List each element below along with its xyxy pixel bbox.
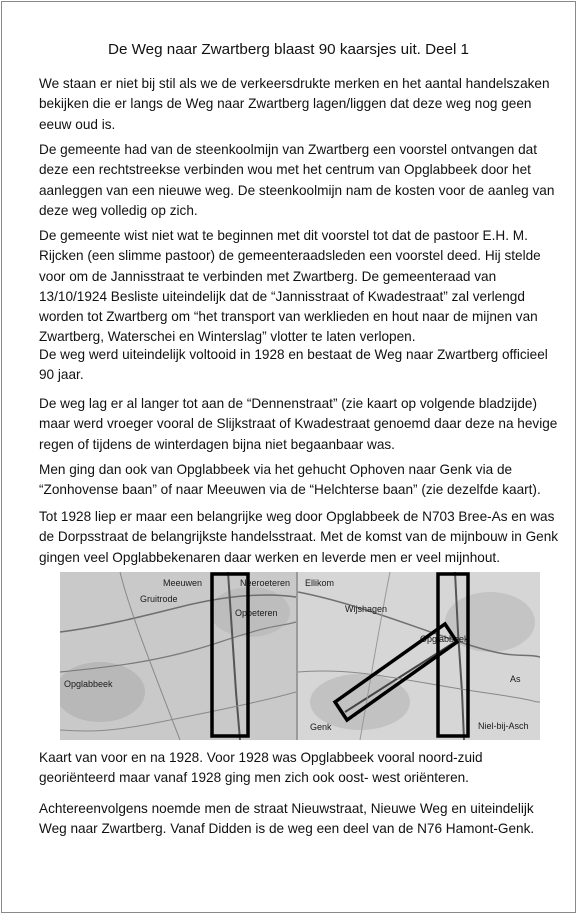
map-label-opglabbeek-left: Opglabbeek [64, 679, 113, 689]
map-label-opoeteren: Opoeteren [235, 608, 278, 618]
map-label-ellikom: Ellikom [305, 578, 335, 588]
document-page [1, 1, 576, 913]
map-label-genk: Genk [310, 722, 332, 732]
map-label-meeuwen: Meeuwen [163, 578, 203, 588]
map-label-as: As [510, 674, 521, 684]
map-drawing [60, 572, 540, 740]
paragraph-5: De weg lag er al langer tot aan de “Dennenstraat” (zie kaart op volgende bladzijde) maar werd vroeger vooral de Slijkstraat of Kwadestraat genoemd daar deze na hevige regen of tijdens de winterdagen bijna niet begaanbaar was. [39, 396, 558, 452]
map-label-opglabbeek-right: Opglabbeek [420, 634, 469, 644]
paragraph-1: We staan er niet bij stil als we de verkeersdrukte merken en het aantal handelszaken bekijken die er langs de Weg naar Zwartberg lagen/liggen dat deze weg nog geen eeuw oud is. [39, 76, 550, 132]
paragraph-6: Men ging dan ook van Opglabbeek via het gehucht Ophoven naar Genk via de “Zonhovense baan” of naar Meeuwen via de “Helchterse baan” (zie dezelfde kaart). [39, 462, 541, 498]
paragraph-4: De weg werd uiteindelijk voltooid in 1928 en bestaat de Weg naar Zwartberg officieel 90 jaar. [39, 347, 548, 383]
paragraph-3: De gemeente wist niet wat te beginnen met dit voorstel tot dat de pastoor E.H. M. Rijcken (een slimme pastoor) de gemeenteraadsleden een voorstel deed. Hij stelde voor om de Jannisstraat te verbinden met Zwartberg. De gemeenteraad van 13/10/1924 Besliste uiteindelijk dat de “Jannisstraat of Kwadestraat” zal verlengd worden tot Zwartberg om “het transport van werklieden en hout naar de mijnen van Zwartberg, Waterschei en Winterslag” vlotter te laten verlopen. [39, 228, 541, 345]
page-title: De Weg naar Zwartberg blaast 90 kaarsjes uit. Deel 1 [107, 41, 470, 58]
paragraph-2: De gemeente had van de steenkoolmijn van Zwartberg een voorstel ontvangen dat deze een rechtstreekse verbinden wou met het centrum van Opglabbeek door het aanleggen van een nieuwe weg. De steenkoolmijn nam de kosten voor de aanleg van deze weg volledig op zich. [39, 142, 555, 218]
map-caption: Kaart van voor en na 1928. Voor 1928 was Opglabbeek vooral noord-zuid georiënteerd maar vanaf 1928 ging men zich ook oost- west oriënteren. [39, 750, 483, 786]
paragraph-9: Achtereenvolgens noemde men de straat Nieuwstraat, Nieuwe Weg en uiteindelijk Weg naar Zwartberg. Vanaf Didden is de weg een deel van de N76 Hamont-Genk. [39, 801, 535, 837]
map-label-gruitrode: Gruitrode [140, 594, 178, 604]
map-label-niel-bij-asch: Niel-bij-Asch [478, 721, 529, 731]
paragraph-7: Tot 1928 liep er maar een belangrijke weg door Opglabbeek de N703 Bree-As en was de Dorpsstraat de belangrijkste handelsstraat. Met de komst van de mijnbouw in Genk gingen veel Opglabbekenaren daar werken en leverde men er veel mijnhout. [39, 509, 559, 565]
map-label-neeroeteren: Neeroeteren [240, 578, 291, 588]
historical-map-image [60, 572, 540, 740]
map-label-wijshagen: Wijshagen [345, 604, 388, 614]
